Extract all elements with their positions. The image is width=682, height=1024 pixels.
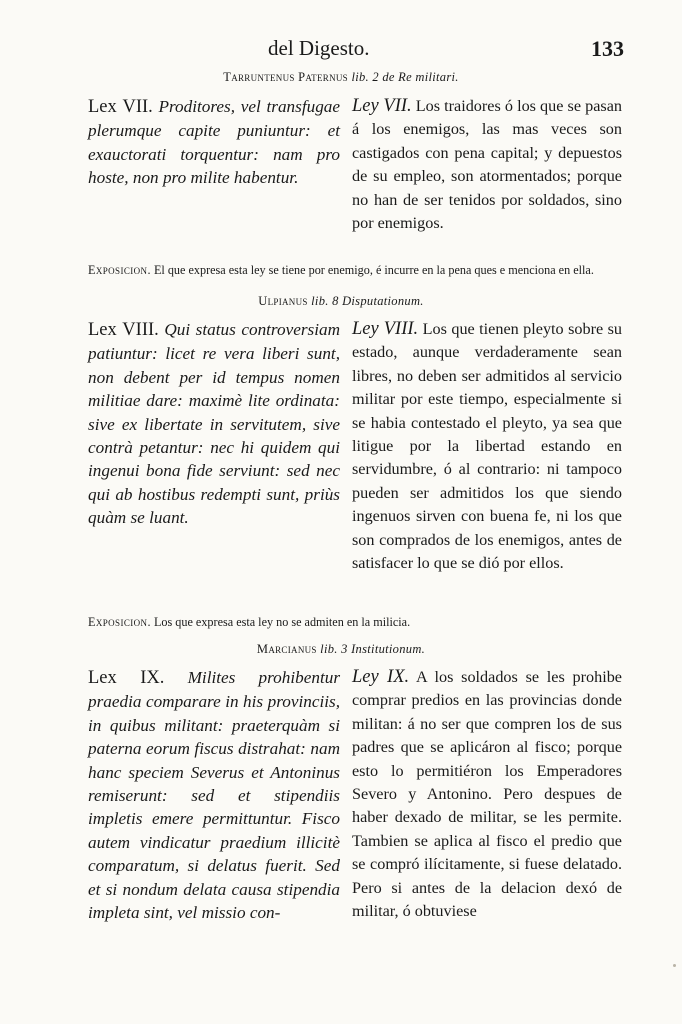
exposicion-text: El que expresa esta ley se tiene por enemigo, é incurre en la pena ques e menciona en ella. — [153, 263, 594, 277]
latin-law-text: Qui status controversiam patiuntur: licet re vera liberi sunt, non debent per id tempus nomen militiae dare: maximè lite ordinata: sive ex libertate in servitutem, sive contrà petantur: nec hi quidem qui ingenui bona fide serviunt: sed nec qui ab hostibus redempti sunt, priùs quàm se luant. — [88, 320, 340, 528]
latin-text-block — [88, 95, 340, 190]
latin-law-text: Proditores, vel transfugae plerumque capite puniuntur: et exauctorati torquentur: nam pro hoste, non pro milite habentur. — [88, 97, 341, 188]
exposicion-note — [88, 614, 620, 630]
law-attribution — [0, 70, 682, 85]
attribution-author: Tarruntenus Paternus — [223, 70, 348, 84]
spanish-text-block — [352, 666, 622, 923]
spanish-law-number: Ley IX. — [352, 667, 410, 687]
latin-law-number: Lex VIII. — [88, 320, 159, 340]
exposicion-text: Los que expresa esta ley no se admiten en la milicia. — [153, 615, 411, 629]
spanish-text-block — [352, 95, 622, 235]
exposicion-note — [88, 262, 620, 278]
exposicion-label: Exposicion. — [88, 263, 151, 277]
law-attribution — [0, 642, 682, 657]
latin-law-number: Lex IX. — [88, 668, 165, 688]
attribution-work: lib. 2 de Re militari. — [351, 70, 459, 84]
spanish-law-text: Los que tienen pleyto sobre su estado, aunque verdaderamente sean libres, no deben ser admitidos al servicio militar por este tiempo, especialmente si se habia contestado el pleyto, ya sea que litigue por la libertad estando en servidumbre, ó al contrario: ni tampoco pueden ser admitidos los que siendo ingenuos sirven con buena fe, ni los que son comprados de los enemigos, antes de satisfacer lo que se dió por ellos. — [352, 320, 622, 573]
spanish-law-number: Ley VIII. — [352, 319, 419, 339]
attribution-work: lib. 8 Disputationum. — [311, 294, 424, 308]
attribution-author: Marcianus — [256, 642, 317, 656]
page-number: 133 — [591, 36, 624, 61]
paper-speck — [673, 964, 676, 967]
spanish-law-text: A los soldados se les prohibe comprar predios en las provincias donde militan: á no ser que compren los de sus padres que se aplicáron al fisco; porque esto lo permitiéron los Emperadores Severo y Antonino. Pero despues de haber dexado de militar, se les permite. Tambien se aplica al fisco el predio que se compró ilícitamente, si fuese delatado. Pero si antes de la delacion dexó de militar, ó obtuviese — [352, 668, 622, 921]
attribution-work: lib. 3 Institutionum. — [320, 642, 426, 656]
exposicion-label: Exposicion. — [88, 615, 151, 629]
spanish-law-text: Los traidores ó los que se pasan á los enemigos, las mas veces son castigados con pena capital; y depuestos de su empleo, son atormentados; porque no han de ser tenidos por soldados, sino por enemigos. — [352, 97, 622, 233]
spanish-text-block — [352, 318, 622, 575]
latin-text-block — [88, 318, 340, 530]
page-header — [0, 36, 682, 66]
spanish-law-number: Ley VII. — [352, 96, 412, 116]
latin-text-block — [88, 666, 340, 924]
latin-law-text: Milites prohibentur praedia comparare in his provinciis, in quibus militant: praeterquàm si paterna eorum fiscus distrahat: nam hanc speciem Severus et Antoninus remiserunt: sed et stipendiis impletis emere permittuntur. Fisco autem vindicatur praedium illicitè comparatum, si delatus fuerit. Sed et si nondum delata causa stipendia impleta sint, vel missio con- — [88, 668, 341, 923]
running-title: del Digesto. — [268, 36, 370, 60]
law-attribution — [0, 294, 682, 309]
attribution-author: Ulpianus — [258, 294, 308, 308]
latin-law-number: Lex VII. — [88, 97, 153, 117]
